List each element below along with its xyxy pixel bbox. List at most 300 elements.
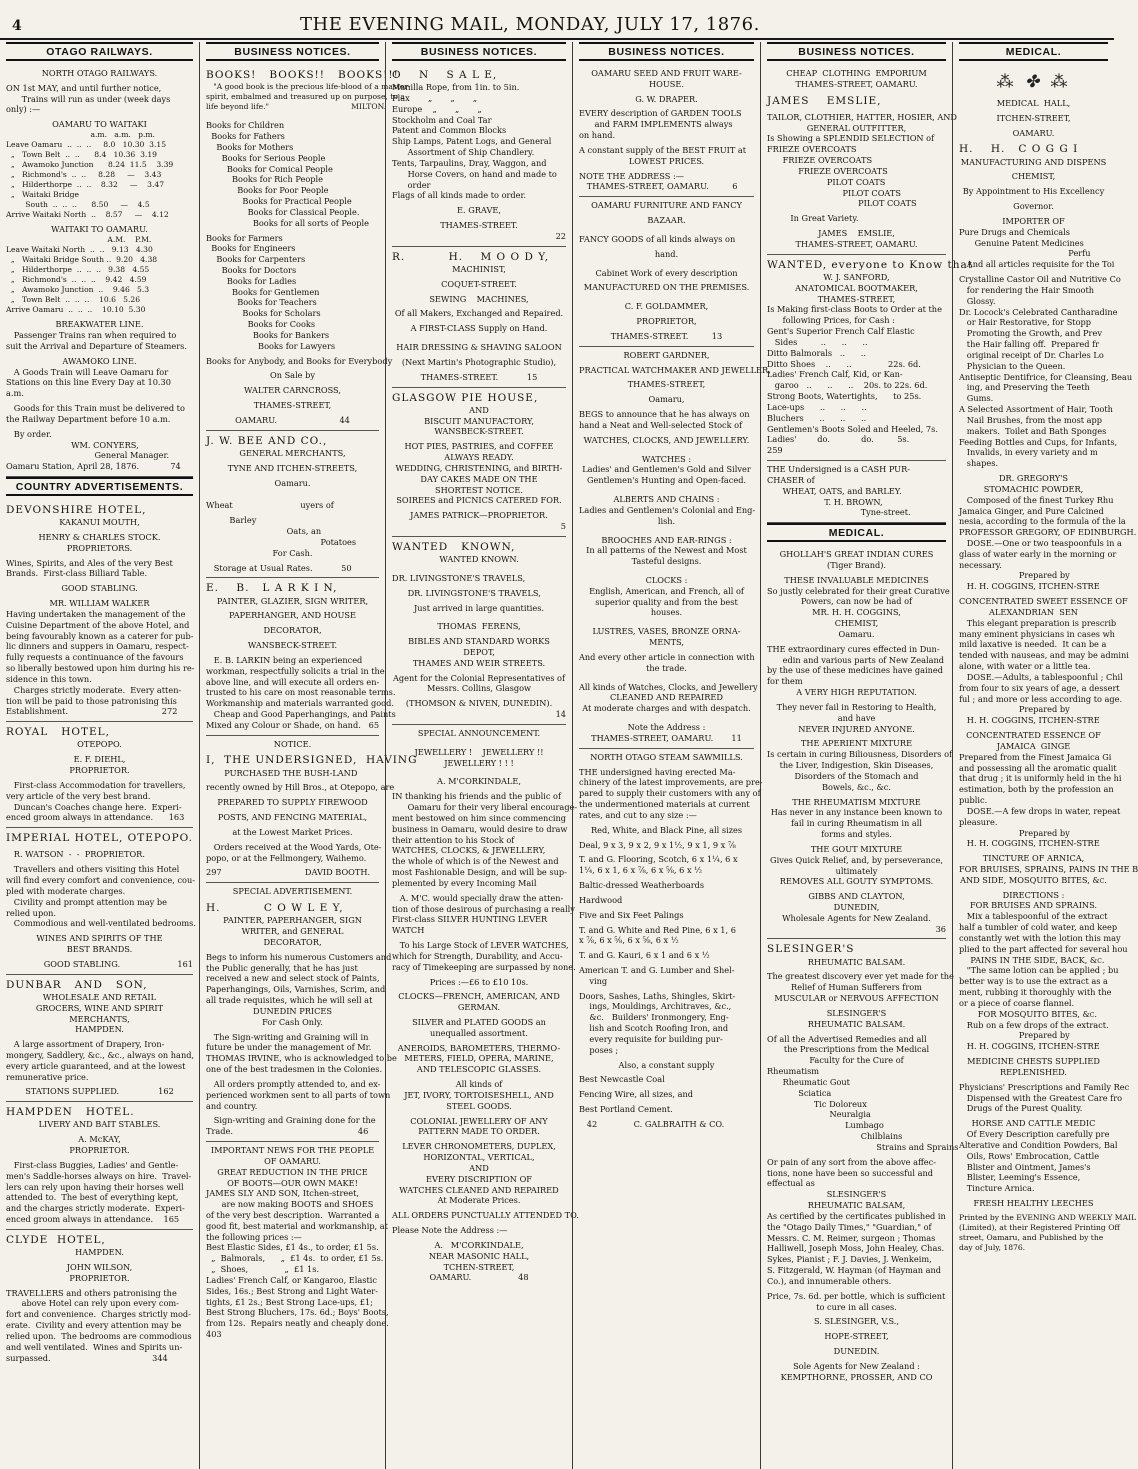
ad-text-line: For Cash Only.: [262, 1016, 323, 1027]
ad-text-line: Flax „ „ „: [392, 93, 478, 103]
ad-text-line: the Hair falling off. Prepared fr: [959, 339, 1100, 350]
ad-text-line: JET, IVORY, TORTOISESHELL, AND: [404, 1089, 554, 1100]
ad-text-line: PROPRIETOR.: [69, 1145, 130, 1156]
ad-text-line: forms and styles.: [821, 829, 892, 840]
ad-text-line: Prices :—£6 to £10 10s.: [429, 976, 529, 987]
ad-text-line: MACHINIST,: [452, 263, 506, 274]
ad-text-line: Doors, Sashes, Laths, Shingles, Skirt-: [579, 990, 736, 1001]
ad-text-line: HOT PIES, PASTRIES, and COFFEE: [404, 441, 554, 452]
ad-text-line: Physicians' Prescriptions and Family Rec: [959, 1081, 1130, 1092]
ad-text-line: fail in curing Rheumatism in all: [790, 818, 923, 829]
ad-text-line: A VERY HIGH REPUTATION.: [796, 687, 917, 698]
advertisement-block: [206, 65, 411, 431]
ad-text-line: Wines, Spirits, and Ales of the very Best: [6, 557, 173, 568]
ad-text-line: and FARM IMPLEMENTS always: [579, 119, 733, 130]
ad-text-line: Glossy.: [959, 295, 996, 306]
ad-text-line: AWAMOKO LINE.: [62, 355, 137, 366]
ad-text-line: First-class SILVER HUNTING LEVER: [392, 914, 548, 925]
ad-text-line: CLOCKS—FRENCH, AMERICAN, AND: [398, 991, 560, 1002]
ad-text-line: or a piece of coarse flannel.: [959, 997, 1075, 1008]
ad-text-line: H. H. C O G G I: [959, 143, 1079, 156]
ad-text-line: Books for Serious People: [206, 152, 326, 163]
ad-text-line: At moderate charges and with despatch.: [582, 703, 751, 714]
ad-text-line: H. H. COGGINS, ITCHEN-STRE: [959, 715, 1100, 726]
ad-text-line: pared to supply their customers with any of: [579, 788, 761, 799]
ad-text-line: HOUSE.: [649, 78, 684, 89]
ad-text-line: ANATOMICAL BOOTMAKER,: [795, 282, 918, 293]
ad-text-line: Books for Anybody, and Books for Everybody: [206, 355, 393, 366]
ad-text-line: „ Awamoko Junction 8.24 11.5 3.39: [6, 160, 174, 170]
ad-text-line: PAINTER, GLAZIER, SIGN WRITER,: [216, 595, 369, 606]
ad-text-line: Gentlemen's Hunting and Open-faced.: [586, 475, 747, 486]
ad-text-line: DUNBAR AND SON,: [6, 978, 148, 991]
ad-text-line: JOHN WILSON,: [66, 1261, 133, 1272]
ad-text-line: Barley: [206, 515, 257, 526]
ad-text-line: ALL ORDERS PUNCTUALLY ATTENDED TO.: [392, 1210, 579, 1221]
ad-text-line: All kinds of Watches, Clocks, and Jewellery: [579, 681, 758, 692]
ad-text-line: Genuine Patent Medicines: [959, 237, 1084, 248]
ad-text-line: Workmanship and materials warranted good.: [206, 698, 394, 709]
ad-text-line: Dr. Locock's Celebrated Cantharadine: [959, 306, 1118, 317]
ad-text-line: Bluchers .. .. ..: [767, 412, 867, 423]
column-5: [760, 42, 973, 1469]
ad-text-line: All orders promptly attended to, and ex-: [206, 1078, 381, 1089]
ad-text-line: PREPARED TO SUPPLY FIREWOOD: [217, 797, 368, 808]
ad-text-line: Blister and Ointment, James's: [959, 1161, 1091, 1172]
ad-text-line: WATCHES, CLOCKS, & JEWELLERY,: [392, 845, 546, 856]
ad-text-line: Halliwell, Joseph Moss, John Healey, Chas.: [767, 1243, 945, 1254]
ad-text-line: GHOLLAH'S GREAT INDIAN CURES: [779, 549, 934, 560]
ad-text-line: And every other article in connection with: [579, 651, 755, 662]
ad-text-line: Strains and Sprains: [767, 1141, 959, 1152]
ad-text-line: ITCHEN-STREET,: [996, 112, 1071, 123]
ad-text-line: „ Hilderthorpe .. .. 8.32 — 3.47: [6, 180, 165, 190]
ad-text-line: the following prices :—: [206, 1231, 302, 1242]
ad-text-line: Oamaru,: [648, 394, 685, 405]
ad-text-line: „ Shoes, „ £1 1s.: [206, 1264, 320, 1275]
section-heading: BUSINESS NOTICES.: [206, 42, 379, 61]
ad-text-line: above Hotel can rely upon every com-: [6, 1298, 179, 1309]
ad-text-line: A.M. P.M.: [6, 235, 152, 245]
ad-text-line: Crystalline Castor Oil and Nutritive Co: [959, 274, 1121, 285]
ad-text-line: Promoting the Growth, and Prev: [959, 328, 1102, 339]
ad-text-line: Patent and Common Blocks: [392, 125, 507, 136]
ad-text-line: ROYAL HOTEL,: [6, 726, 110, 739]
ad-text-line: PROPRIETOR.: [69, 765, 130, 776]
ad-text-line: Disorders of the Stomach and: [794, 770, 919, 781]
advertisement-block: [579, 749, 763, 1134]
ad-text-line: T. H. BROWN,: [767, 496, 883, 507]
ad-text-line: ultimately: [835, 865, 878, 876]
ad-text-line: Charges strictly moderate. Every atten-: [6, 684, 182, 695]
ad-text-line: relied upon. The bedrooms are commodious: [6, 1330, 192, 1341]
ad-text-line: T. and G. Flooring, Scotch, 6 x 1¼, 6 x: [579, 854, 738, 865]
ad-text-line: tended with nauseas, and may be admini: [959, 650, 1129, 661]
advertisement-block: [392, 388, 566, 537]
ad-text-line: WHOLESALE AND RETAIL: [42, 991, 157, 1002]
ad-text-line: lish and Scotch Roofing Iron, and: [579, 1023, 729, 1034]
ad-text-line: Europe „ „ „: [392, 103, 482, 114]
ad-text-line: SLESINGER'S: [767, 943, 855, 956]
ad-text-line: Ladies' French Calf, Kid, or Kan-: [767, 369, 903, 380]
ad-text-line: AND: [469, 404, 489, 415]
ad-text-line: A large assortment of Drapery, Iron-: [6, 1039, 165, 1050]
ad-text-line: 403: [206, 1329, 222, 1340]
ad-text-line: ON 1st MAY, and until further notice,: [6, 82, 162, 93]
ad-text-line: (Next Martin's Photographic Studio),: [401, 356, 557, 367]
ad-text-line: Travellers and others visiting this Hotel: [6, 864, 180, 875]
ad-text-line: A. McKAY,: [78, 1134, 121, 1145]
ad-text-line: All kinds of: [455, 1079, 503, 1090]
ad-text-line: CHASER of: [767, 474, 815, 485]
ad-text-line: Governor.: [1013, 201, 1054, 212]
ad-text-line: attended to. The best of everything kept,: [6, 1192, 179, 1203]
ad-text-line: 36: [800, 923, 946, 934]
ad-text-line: fort and convenience. Charges strictly mod-: [6, 1309, 191, 1320]
ad-text-line: Is certain in curing Biliousness, Disorders of: [767, 749, 953, 760]
ad-text-line: STEEL GOODS.: [446, 1100, 512, 1111]
advertisement-block: [579, 197, 754, 346]
ad-text-line: J. W. BEE AND CO.,: [206, 434, 328, 447]
ad-text-line: THESE INVALUABLE MEDICINES: [784, 574, 929, 585]
ad-text-line: Books for Carpenters: [206, 254, 306, 265]
ad-text-line: DR. LIVINGSTONE'S TRAVELS,: [392, 572, 526, 583]
ad-text-line: METERS, FIELD, OPERA, MARINE,: [404, 1053, 554, 1064]
ad-text-line: Prepared by: [959, 570, 1070, 581]
ad-text-line: MERCHANTS,: [69, 1013, 130, 1024]
ad-text-line: Ladies' French Calf, or Kangaroo, Elastic: [206, 1274, 377, 1285]
advertisement-block: [392, 725, 579, 1287]
ad-text-line: THE APERIENT MIXTURE: [800, 738, 913, 749]
ad-text-line: CLEANED AND REPAIRED: [610, 692, 723, 703]
ad-text-line: „ Town Belt .. .. .. 10.6 5.26: [6, 295, 141, 305]
ad-text-line: GENERAL MERCHANTS,: [239, 447, 346, 458]
ad-text-line: Stockholm and Coal Tar: [392, 114, 492, 125]
columns-area: [0, 42, 1138, 1469]
ad-text-line: G. W. DRAPER.: [635, 93, 698, 104]
ad-text-line: the Prescriptions from the Medical: [783, 1044, 930, 1055]
ad-text-line: Five and Six Feet Palings: [579, 909, 684, 920]
advertisement-block: [6, 828, 196, 974]
ad-text-line: WM. CONYERS,: [6, 439, 139, 450]
ad-text-line: Books for Rich People: [206, 174, 324, 185]
ad-text-line: AND TELESCOPIC GLASSES.: [416, 1064, 542, 1075]
advertisement-block: [6, 975, 193, 1103]
ad-text-line: MR. WILLIAM WALKER: [49, 598, 150, 609]
ad-text-line: NOTICE.: [273, 738, 312, 749]
ad-text-line: order: [392, 179, 431, 190]
ad-text-line: tion will be paid to those patronising this: [6, 695, 177, 706]
section-heading: COUNTRY ADVERTISEMENTS.: [6, 477, 193, 496]
ad-text-line: SPECIAL ANNOUNCEMENT.: [417, 727, 541, 738]
ad-text-line: Ladies and Gentlemen's Colonial and Eng-: [579, 504, 756, 515]
ad-text-line: In Great Variety.: [767, 213, 859, 224]
ad-text-line: Messrs. C. M. Reimer, surgeon ; Thomas: [767, 1232, 936, 1243]
ad-text-line: recently owned by Hill Bros., at Otepopo, are: [206, 782, 395, 793]
ad-text-line: THAMES-STREET, OAMARU. 6: [579, 181, 738, 192]
ad-text-line: Pure Drugs and Chemicals: [959, 226, 1070, 237]
advertisement-block: [392, 537, 566, 725]
ad-text-line: trusted to his care on most reasonable terms.: [206, 687, 396, 698]
ad-text-line: FRIEZE OVERCOATS: [767, 165, 888, 176]
ad-text-line: JAMES EMSLIE,: [767, 94, 882, 107]
ad-text-line: business in Oamaru, would desire to draw: [392, 823, 568, 834]
ad-text-line: CONCENTRATED ESSENCE OF: [966, 730, 1101, 741]
ad-text-line: General Manager.: [6, 450, 170, 461]
ad-text-line: WALTER CARNCROSS,: [244, 385, 341, 396]
ad-text-line: and the charges strictly moderate. Experi-: [6, 1203, 185, 1214]
ad-text-line: First-class Accommodation for travellers,: [6, 779, 186, 790]
ad-text-line: OAMARU TO WAITAKI: [52, 119, 147, 130]
ad-text-line: ALEXANDRIAN SEN: [989, 606, 1078, 617]
ad-text-line: lic dinners and suppers in Oamaru, respect-: [6, 641, 189, 652]
ad-text-line: Best Newcastle Coal: [579, 1074, 665, 1085]
ad-text-line: SHORTEST NOTICE.: [434, 484, 523, 495]
ad-text-line: tights, £1 2s.; Best Strong Lace-ups, £1;: [206, 1296, 373, 1307]
ad-text-line: THE GOUT MIXTURE: [810, 843, 903, 854]
ad-text-line: Mixed any Colour or Shade, on hand. 65: [206, 719, 380, 730]
ad-text-line: S. Fitzgerald, W. Hayman (of Hayman and: [767, 1265, 942, 1276]
ad-text-line: a.m. a.m. p.m.: [6, 130, 155, 140]
ad-text-line: Books for Cooks: [206, 319, 316, 330]
ad-text-line: O N S A L E,: [392, 69, 498, 81]
ad-text-line: Co.), and innumerable others.: [767, 1275, 892, 1286]
ad-text-line: constantly wet with the lotion this may: [959, 932, 1121, 943]
ad-text-line: Books for Practical People: [206, 196, 352, 207]
ad-text-line: By Appointment to His Excellency: [962, 186, 1105, 197]
ad-text-line: Books for Ladies: [206, 275, 297, 286]
ad-text-line: EVERY description of GARDEN TOOLS: [579, 108, 742, 119]
ad-text-line: STATIONS SUPPLIED. 162: [25, 1086, 174, 1097]
ad-text-line: mongery, Saddlery, &c., &c., always on hand,: [6, 1049, 195, 1060]
ad-text-line: JAMAICA GINGE: [996, 740, 1071, 751]
ad-text-line: better way is to use the extract as a: [959, 976, 1108, 987]
ad-text-line: Books for Doctors: [206, 264, 297, 275]
ad-text-line: the "Otago Daily Times," "Guardian," of: [767, 1221, 932, 1232]
ad-text-line: 259: [767, 445, 783, 456]
ad-text-line: Or pain of any sort from the above affec-: [767, 1156, 936, 1167]
ad-text-line: OF BOOTS—OUR OWN MAKE!: [227, 1177, 358, 1188]
ad-text-line: Orders received at the Wood Yards, Ote-: [206, 841, 382, 852]
ad-text-line: Books for Teachers: [206, 297, 317, 308]
ad-text-line: THAMES-STREET, OAMARU.: [795, 78, 918, 89]
ad-text-line: Prepared from the Finest Jamaica Gi: [959, 751, 1112, 762]
ad-text-line: Tincture Arnica.: [959, 1183, 1035, 1194]
ad-text-line: Cabinet Work of every description: [595, 267, 738, 278]
ad-text-line: South .. .. .. 8.50 — 4.5: [6, 200, 150, 210]
ad-text-line: Books for Farmers: [206, 232, 283, 243]
ad-text-line: SILVER and PLATED GOODS an: [412, 1017, 546, 1027]
ad-text-line: FOR BRUISES AND SPRAINS.: [969, 900, 1098, 911]
ad-text-line: ALWAYS READY.: [444, 452, 514, 463]
ad-text-line: alone, with water or a little tea.: [959, 661, 1091, 672]
ad-text-line: Sign-writing and Graining done for the: [206, 1115, 376, 1126]
ad-text-line: public.: [959, 795, 988, 806]
ad-text-line: IMPORTANT NEWS FOR THE PEOPLE: [210, 1145, 375, 1156]
ad-text-line: the whole of which is of the Newest and: [392, 856, 559, 867]
ad-text-line: plemented by every Incoming Mail: [392, 877, 537, 888]
ad-text-line: TYNE AND ITCHEN-STREETS,: [227, 462, 358, 473]
ad-text-line: unequalled assortment.: [430, 1027, 528, 1038]
ad-text-line: Manilla Rope, from 1in. to 5in.: [392, 82, 520, 93]
ad-text-line: spirit, embalmed and treasured up on purpose, to a: [206, 92, 405, 102]
ad-text-line: PAPERHANGER, AND HOUSE: [228, 610, 356, 621]
ad-text-line: OTEPOPO.: [77, 739, 122, 750]
ad-text-line: I, THE UNDERSIGNED, HAVING: [206, 754, 418, 767]
ad-text-line: BAZAAR.: [647, 215, 686, 226]
ad-text-line: Oamaru.: [274, 477, 311, 488]
ad-text-line: 5: [420, 521, 566, 532]
ad-text-line: superior quality and from the best: [595, 596, 738, 607]
ad-text-line: Flags of all kinds made to order.: [392, 190, 527, 201]
ad-text-line: FRIEZE OVERCOATS: [767, 144, 857, 155]
ad-text-line: PILOT COATS: [767, 176, 886, 187]
ad-text-line: „ Hilderthorpe .. .. .. 9.38 4.55: [6, 265, 150, 275]
ad-text-line: KAKANUI MOUTH,: [59, 517, 140, 528]
ad-text-line: Trains will run as under (week days: [6, 93, 171, 104]
ad-text-line: and country.: [206, 1100, 258, 1111]
ad-text-line: remunerative price.: [6, 1071, 89, 1082]
ad-text-line: At Moderate Prices.: [437, 1195, 521, 1206]
ad-text-line: BROOCHES AND EAR-RINGS :: [601, 534, 732, 545]
ad-text-line: They never fail in Restoring to Health,: [776, 701, 937, 712]
ad-text-line: Please Note the Address :—: [392, 1225, 508, 1236]
ad-text-line: FRESH HEALTHY LEECHES: [973, 1198, 1094, 1209]
ad-text-line: C. F. GOLDAMMER,: [624, 301, 709, 312]
ad-text-line: all trade requisites, which he will sell at: [206, 995, 373, 1006]
ad-text-line: street, Oamaru, and Published by the: [959, 1232, 1104, 1242]
ad-text-line: BEST BRANDS.: [66, 944, 133, 955]
ad-text-line: Chilblains: [767, 1131, 903, 1142]
ad-text-line: effectual as: [767, 1178, 815, 1189]
ad-text-line: REMOVES ALL GOUTY SYMPTOMS.: [779, 876, 934, 887]
ad-text-line: T. and G. White and Red Pine, 6 x 1, 6: [579, 924, 736, 935]
ad-text-line: and well ventilated. Wines and Spirits un-: [6, 1341, 183, 1352]
ad-text-line: DUNEDIN PRICES: [253, 1005, 332, 1016]
ad-text-line: which for Strength, Durability, and Accu-: [392, 950, 563, 961]
ad-text-line: are now making BOOTS and SHOES: [206, 1199, 374, 1210]
ad-text-line: Lace-ups .. .. ..: [767, 401, 867, 412]
ad-text-line: Rub on a few drops of the extract.: [959, 1019, 1109, 1030]
ad-text-line: of the very best description. Warranted a: [206, 1209, 380, 1220]
ad-text-line: Hardwood: [579, 894, 623, 905]
ad-text-line: half a tumbler of cold water, and keep: [959, 922, 1118, 933]
ad-text-line: MUSCULAR or NERVOUS AFFECTION: [774, 993, 939, 1004]
ad-text-line: On Sale by: [269, 370, 315, 381]
ad-text-line: Drugs of the Purest Quality.: [959, 1103, 1083, 1114]
ad-text-line: OAMARU FURNITURE AND FANCY: [591, 200, 742, 211]
ad-text-line: Antiseptic Dentifrice, for Cleansing, Beau: [959, 371, 1133, 382]
ad-text-line: the Railway Department before 10 a.m.: [6, 413, 171, 424]
ad-text-line: the Public generally, that he has just: [206, 962, 358, 973]
ad-text-line: HAMPDEN HOTEL.: [6, 1106, 135, 1119]
ad-text-line: 1¼, 6 x 1, 6 x ⅞, 6 x ⅝, 6 x ½: [579, 865, 703, 876]
ad-text-line: A Goods Train will Leave Oamaru for: [6, 366, 169, 377]
advertisement-block: [767, 65, 957, 255]
ad-text-line: A. M'C. would specially draw the atten-: [392, 892, 564, 903]
ad-text-line: American T. and G. Lumber and Shel-: [579, 965, 735, 975]
ad-text-line: Fencing Wire, all sizes, and: [579, 1089, 694, 1100]
ad-text-line: AND SIDE, MOSQUITO BITES, &c.: [960, 874, 1107, 885]
ad-text-line: In all patterns of the Newest and Most: [586, 545, 747, 556]
ad-text-line: at the Lowest Market Prices.: [232, 826, 353, 837]
ad-text-line: Lumbago: [767, 1120, 884, 1131]
ad-text-line: Printed by the EVENING AND WEEKLY MAIL: [959, 1212, 1137, 1222]
ad-text-line: Just arrived in large quantities.: [413, 602, 545, 613]
ad-text-line: Blister, Leeming's Essence,: [959, 1172, 1081, 1183]
ad-text-line: COLONIAL JEWELLERY OF ANY: [410, 1115, 548, 1126]
ad-text-line: suit the Arrival and Departure of Steamers.: [6, 340, 187, 351]
ad-text-line: (THOMSON & NIVEN, DUNEDIN).: [405, 698, 553, 709]
ad-text-line: BOOKS! BOOKS!! BOOKS!!!: [206, 69, 399, 81]
ad-text-line: THAMES AND WEIR STREETS.: [412, 657, 546, 668]
ad-text-line: GREAT REDUCTION IN THE PRICE: [217, 1166, 368, 1177]
ad-text-line: WATCHES :: [641, 453, 692, 464]
ad-text-line: erate. Civility and every attention may be: [6, 1320, 182, 1331]
ad-text-line: So justly celebrated for their great Curative: [767, 585, 950, 596]
ad-text-line: WAITAKI TO OAMARU.: [51, 224, 148, 235]
ad-text-line: only) :—: [6, 104, 41, 115]
ad-text-line: Also, a constant supply: [618, 1059, 715, 1070]
ad-text-line: ment, rubbing it thoroughly with the: [959, 987, 1112, 998]
ad-text-line: Stations on this line Every Day at 10.30: [6, 377, 171, 388]
ad-text-line: BISCUIT MANUFACTORY,: [424, 415, 534, 426]
ad-text-line: TINCTURE OF ARNICA,: [982, 853, 1085, 864]
ad-text-line: ving: [579, 975, 608, 986]
ad-text-line: PILOT COATS: [767, 187, 901, 198]
ad-text-line: E. F. DIEHL,: [73, 754, 126, 765]
ad-text-line: DR. LIVINGSTONE'S TRAVELS,: [392, 587, 541, 598]
ad-text-line: Faculty for the Cure of: [809, 1055, 904, 1066]
ad-text-line: STOMACHIC POWDER,: [983, 483, 1084, 494]
ad-text-line: DOSE.—Adults, a tablespoonful ; Chil: [959, 671, 1123, 682]
ad-text-line: HOPE-STREET,: [824, 1331, 889, 1342]
ad-text-line: HAIR DRESSING & SHAVING SALOON: [396, 342, 562, 353]
ad-text-line: Prepared by: [959, 1030, 1070, 1041]
ad-text-line: Deal, 9 x 3, 9 x 2, 9 x 1½, 9 x 1, 9 x ⅞: [579, 839, 736, 850]
ad-text-line: glass of water early in the morning or: [959, 548, 1117, 559]
ad-text-line: Perfu: [959, 248, 1091, 259]
ad-text-line: pled with moderate charges.: [6, 885, 126, 896]
ad-text-line: tion of those desirous of purchasing a really: [392, 903, 575, 914]
ad-text-line: RHEUMATIC BALSAM,: [807, 1200, 906, 1211]
ad-text-line: HORSE AND CATTLE MEDIC: [971, 1118, 1096, 1129]
ad-text-line: Books for Bankers: [206, 329, 330, 340]
ad-text-line: AND: [469, 1162, 489, 1173]
ad-text-line: good fit, best material and workmanship, at: [206, 1220, 388, 1231]
ad-text-line: 297 DAVID BOOTH.: [206, 867, 371, 878]
ad-text-line: the undermentioned materials at current: [579, 799, 750, 810]
section-heading: MEDICAL.: [959, 42, 1108, 61]
masthead: [0, 0, 1114, 40]
ad-text-line: 14: [415, 709, 566, 720]
ad-text-line: Oamaru for their very liberal encourage-: [392, 802, 578, 813]
ad-text-line: THAMES-STREET. 13: [610, 330, 723, 341]
ad-text-line: GENERAL OUTFITTER,: [806, 122, 907, 133]
ad-text-line: by the use of these medicines have gained: [767, 665, 943, 676]
ad-text-line: WANSBECK-STREET.: [247, 640, 338, 651]
ad-text-line: Ditto Balmorals .. ..: [767, 347, 866, 358]
ad-text-line: Potatoes: [206, 536, 357, 547]
ad-text-line: „ Waitaki Bridge South .. 9.20 4.38: [6, 255, 158, 265]
ad-text-line: Ladies' and Gentlemen's Gold and Silver: [582, 464, 751, 475]
ad-text-line: poses ;: [579, 1044, 619, 1055]
ad-text-line: Price, 7s. 6d. per bottle, which is sufficient: [767, 1290, 946, 1301]
ad-text-line: ing, and Preserving the Teeth: [959, 382, 1090, 393]
ad-text-line: Has never in any instance been known to: [770, 807, 943, 818]
ad-text-line: Books for Classical People.: [206, 206, 360, 217]
ad-text-line: R. H. M O O D Y,: [392, 250, 550, 263]
